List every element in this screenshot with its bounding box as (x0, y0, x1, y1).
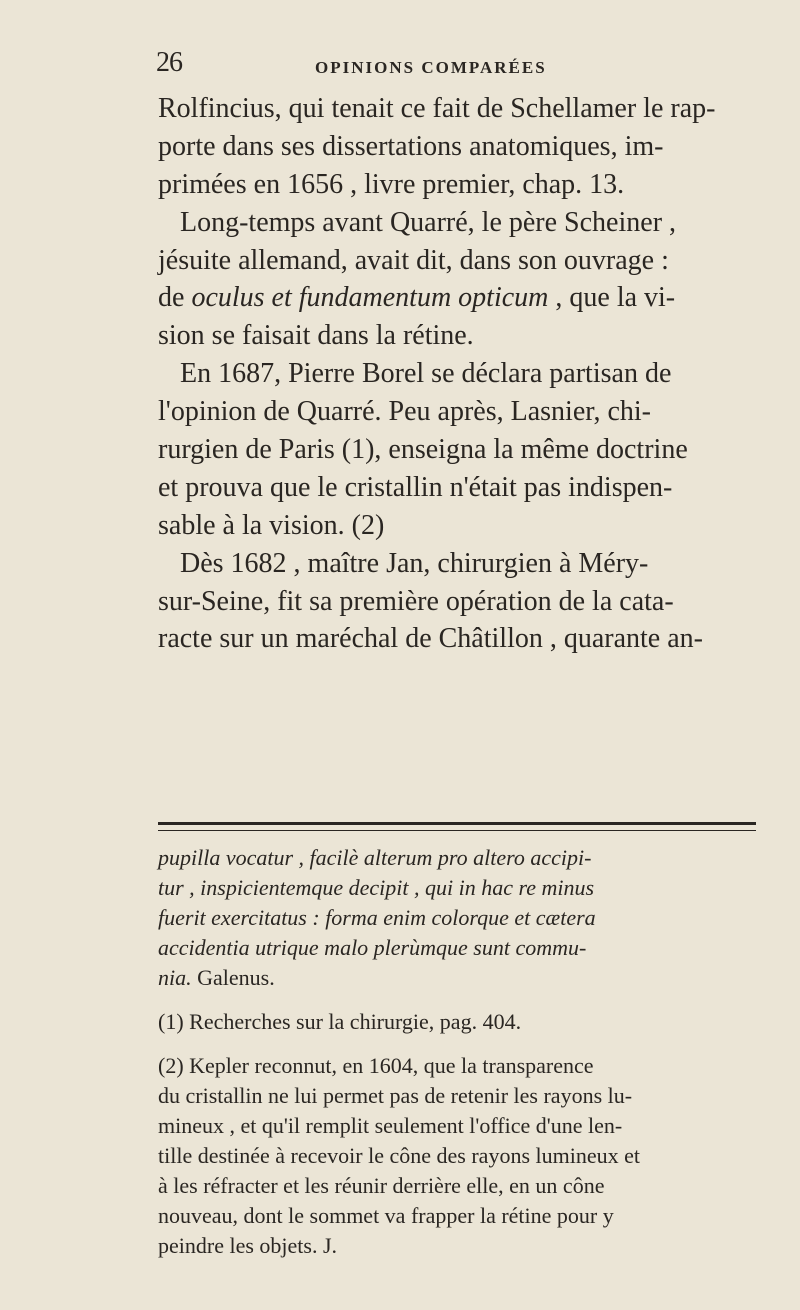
footnote-rule-thin (158, 830, 756, 831)
footnote-2-line: nouveau, dont le sommet va frapper la rétine pour y (158, 1203, 614, 1228)
footnote-2-line: du cristallin ne lui permet pas de retenir les rayons lu- (158, 1083, 633, 1108)
quote-line (158, 873, 758, 903)
quote-line (158, 963, 758, 993)
body-text-span: de (158, 282, 192, 314)
latin-quote: nia. (158, 965, 192, 990)
latin-quote: pupilla vocatur , facilè alterum pro altero accipi- (158, 845, 592, 870)
footnote-2-line: mineux , et qu'il remplit seulement l'office d'une len- (158, 1113, 623, 1138)
body-line: Rolfincius, qui tenait ce fait de Schellamer le rap- (158, 93, 716, 124)
footnotes (158, 843, 758, 1261)
footnote-rule (158, 822, 756, 825)
body-line: sable à la vision. (2) (158, 509, 385, 541)
book-title: oculus et fundamentum opticum (191, 282, 549, 314)
footnote-2-line: à les réfracter et les réunir derrière elle, en un cône (158, 1173, 605, 1198)
body-text-span: , que la vi- (548, 282, 676, 314)
running-head: OPINIONS COMPARÉES (315, 58, 547, 77)
footnote-2-line: tille destinée à recevoir le cône des rayons lumineux et (158, 1143, 640, 1168)
body-line: Long-temps avant Quarré, le père Scheiner , (180, 206, 677, 238)
latin-quote: accidentia utrique malo plerùmque sunt commu- (158, 935, 587, 960)
footnote-2-line: peindre les objets. J. (158, 1233, 338, 1258)
page-number: 26 (156, 47, 182, 78)
body-line: et prouva que le cristallin n'était pas indispen- (158, 471, 673, 503)
body-line: primées en 1656 , livre premier, chap. 13. (158, 168, 625, 200)
body-line: l'opinion de Quarré. Peu après, Lasnier, chi- (158, 396, 651, 428)
quote-line (158, 933, 758, 963)
body-line: sion se faisait dans la rétine. (158, 320, 474, 352)
body-line: sur-Seine, fit sa première opération de la cata- (158, 585, 674, 617)
quote-attribution: Galenus. (191, 965, 275, 990)
quote-line (158, 843, 758, 873)
latin-quote: fuerit exercitatus : forma enim colorque et cætera (158, 905, 596, 930)
latin-quote: tur , inspicientemque decipit , qui in hac re minus (158, 875, 595, 900)
body-line: racte sur un maréchal de Châtillon , quarante an- (158, 623, 703, 655)
body-line: En 1687, Pierre Borel se déclara partisan de (180, 358, 672, 390)
body-line: rurgien de Paris (1), enseigna la même doctrine (158, 434, 688, 466)
quote-line (158, 903, 758, 933)
footnote-1: (1) Recherches sur la chirurgie, pag. 404. (158, 1009, 522, 1034)
body-line: porte dans ses dissertations anatomiques, im- (158, 130, 664, 162)
body-line (158, 279, 758, 317)
footnote-2-line: (2) Kepler reconnut, en 1604, que la transparence (158, 1053, 594, 1078)
body-line: Dès 1682 , maître Jan, chirurgien à Méry- (180, 547, 649, 579)
body-line: jésuite allemand, avait dit, dans son ouvrage : (158, 244, 669, 276)
body-text (158, 90, 758, 658)
